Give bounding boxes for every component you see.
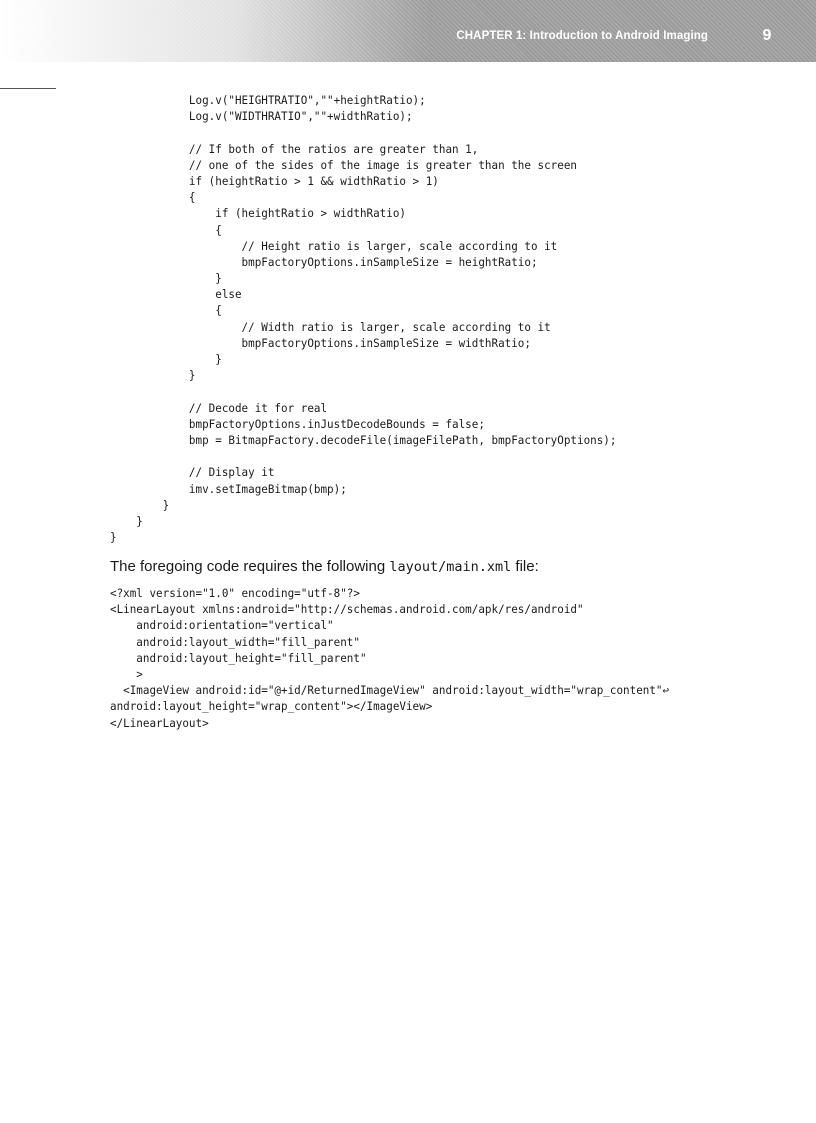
page-number: 9 xyxy=(762,27,772,44)
code-line xyxy=(110,383,616,399)
code-line: // Display it xyxy=(110,465,275,480)
java-code-listing xyxy=(110,92,616,545)
code-line: bmpFactoryOptions.inSampleSize = heightRatio; xyxy=(110,254,538,269)
body-paragraph xyxy=(110,558,539,575)
code-line: Log.v("HEIGHTRATIO",""+heightRatio); xyxy=(110,93,426,107)
code-line xyxy=(110,448,616,464)
code-line: bmp = BitmapFactory.decodeFile(imageFilePath, bmpFactoryOptions); xyxy=(110,432,617,447)
code-line: <LinearLayout xmlns:android="http://schemas.android.com/apk/res/android" xyxy=(110,602,584,617)
chapter-title: CHAPTER 1: Introduction to Android Imaging xyxy=(456,30,708,42)
code-line: } xyxy=(110,352,222,366)
code-line: bmpFactoryOptions.inJustDecodeBounds = false; xyxy=(110,416,485,431)
code-line: <?xml version="1.0" encoding="utf-8"?> xyxy=(110,586,360,600)
code-line: android:layout_height="fill_parent" xyxy=(110,650,367,665)
code-line: android:layout_width="fill_parent" xyxy=(110,634,360,649)
code-line: bmpFactoryOptions.inSampleSize = widthRatio; xyxy=(110,335,531,350)
code-line: // If both of the ratios are greater than 1, xyxy=(110,141,479,156)
code-line: if (heightRatio > 1 && widthRatio > 1) xyxy=(110,173,439,188)
inline-code-filename: layout/main.xml xyxy=(389,559,512,575)
code-line: <ImageView android:id="@+id/ReturnedImageView" android:layout_width="wrap_content"↩ xyxy=(110,683,670,698)
code-line: else xyxy=(110,287,242,302)
code-line: </LinearLayout> xyxy=(110,715,209,730)
code-line: android:layout_height="wrap_content"></ImageView> xyxy=(110,699,433,714)
code-line: } xyxy=(110,497,170,512)
code-line: android:orientation="vertical" xyxy=(110,618,334,633)
paragraph-text-after: file: xyxy=(511,558,539,575)
code-line: // Height ratio is larger, scale according to it xyxy=(110,238,558,253)
code-line: > xyxy=(110,666,143,681)
code-line: // one of the sides of the image is greater than the screen xyxy=(110,157,577,172)
code-line: // Width ratio is larger, scale according to it xyxy=(110,319,551,334)
code-line: // Decode it for real xyxy=(110,400,328,415)
code-line: } xyxy=(110,271,222,286)
code-line: { xyxy=(110,303,222,318)
running-header-fade xyxy=(0,0,430,62)
code-line xyxy=(110,124,616,140)
code-line: } xyxy=(110,513,143,528)
code-line: { xyxy=(110,190,196,205)
code-line: } xyxy=(110,368,196,383)
xml-code-listing xyxy=(110,585,669,731)
margin-rule xyxy=(0,88,56,89)
code-line: Log.v("WIDTHRATIO",""+widthRatio); xyxy=(110,109,413,124)
code-line: if (heightRatio > widthRatio) xyxy=(110,206,406,221)
code-line: { xyxy=(110,222,222,237)
code-line: } xyxy=(110,530,117,545)
code-line: imv.setImageBitmap(bmp); xyxy=(110,481,347,496)
paragraph-text-before: The foregoing code requires the following xyxy=(110,558,390,575)
